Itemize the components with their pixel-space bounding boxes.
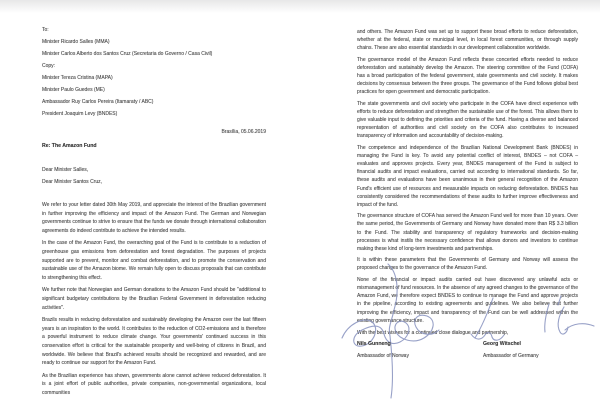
- subject-line: Re: The Amazon Fund: [42, 143, 97, 149]
- recipient-line: Copy:: [42, 63, 56, 69]
- body-paragraph: The governance model of the Amazon Fund reflects these concerted efforts needed to reduce deforestation and sustainably develop the Amazon. The steering committee of the Fund (COFA) has a broad participation of the federal government, state governments and civil society. It makes decisions by consensus between the three groups. The governance of the Fund follows global best practices for open government and democratic participation.: [357, 56, 578, 96]
- recipient-line: Ambassador Ruy Carlos Pereira (Itamaraty / ABC): [42, 99, 154, 105]
- dateline: Brasília, 05.06.2019: [221, 129, 266, 135]
- recipient-line: To:: [42, 27, 49, 33]
- signatory-title: Ambassador of Germany: [483, 353, 539, 359]
- signatory-norway: [357, 341, 409, 359]
- recipient-line: President Joaquim Levy (BNDES): [42, 111, 118, 117]
- body-paragraph: It is within these parameters that the Governments of Germany and Norway will assess the proposed changes to the governance of the Amazon Fund.: [357, 257, 578, 272]
- left-page: [42, 27, 266, 400]
- signatory-germany: [483, 341, 539, 359]
- recipient-line: Minister Ricardo Salles (MMA): [42, 39, 110, 45]
- scan-edge-shadow: [0, 0, 600, 13]
- salutation-line: Dear Minister Salles,: [42, 167, 89, 173]
- salutation-line: Dear Minister Santos Cruz,: [42, 179, 103, 185]
- body-paragraph: In the case of the Amazon Fund, the overarching goal of the Fund is to contribute to a reduction of greenhouse gas emissions from deforestation and forest degradation. The purposes of projects supported are to prevent, monitor and combat deforestation, and to promote the conservation and sustainable use of the Amazon biome. We remain fully open to discuss proposals that can contribute to strengthening this effect.: [42, 240, 266, 281]
- body-paragraph: The governance structure of COFA has served the Amazon Fund well for more than 10 years. Over the same period, the Governments of Germany and Norway have donated more than R$ 3.3 billion to the Fund. The stability and transparency of regulatory frameworks and decision-making processes is what instils the necessary confidence that allows donors and investors to continue making these kind of long-term investments and partnerships.: [357, 213, 578, 253]
- body-paragraph: Brazils results in reducing deforestation and sustainably developing the Amazon over the last fifteen years is an inspiration to the world. It contributes to the reduction of CO2-emissions and is therefore a powerful instrument to reduce climate change. Your governments' continued success in this conservation effort is critical for the sustainable prosperity and well-being of citizens in Brazil, and worldwide. We believe that Brazil's achieved results should be recognized and rewarded, and are ready to continue our support for the Amazon Fund.: [42, 317, 266, 367]
- body-paragraph: None of the financial or impact audits carried out have discovered any unlawful acts or mismanagement of fund resources. In the absence of any agreed changes to the governance of the Amazon Fund, we therefore expect BNDES to continue to manage the Fund and approve projects in the pipeline, according to existing agreements and guidelines. We also believe that further improving the efficiency, impact and transparency of the Fund can be well addressed within the existing governance structure.: [357, 276, 578, 324]
- recipient-line: Minister Paulo Guedes (ME): [42, 87, 105, 93]
- recipient-line: Minister Tereza Cristina (MAPA): [42, 75, 113, 81]
- closing-line: With the best wishes for a continued close dialogue and partnership,: [357, 329, 509, 336]
- body-paragraph: and others. The Amazon Fund was set up to support these broad efforts to reduce deforestation, whether at the federal, state or municipal level, in local forest communities, or through supply chains. These are also essential standards in our development collaboration worldwide.: [357, 29, 578, 52]
- signatory-title: Ambassador of Norway: [357, 353, 409, 359]
- body-paragraph: We further note that Norwegian and German donations to the Amazon Fund should be "additional to significant budgetary contributions by the Brazilian Federal Government in deforestation reducing activities".: [42, 287, 266, 311]
- recipient-line: Minister Carlos Alberto dos Santos Cruz (Secretaria do Governo / Casa Civil): [42, 51, 213, 57]
- body-paragraph: We refer to your letter dated 30th May 2019, and appreciate the interest of the Brazilian government in further improving the efficiency and impact of the Amazon Fund. The German and Norwegian governments continue to strive to ensure that the funds we donate through international collaboration agreements do indeed contribute to achieve the intended results.: [42, 202, 266, 234]
- body-paragraph: The competence and independence of the Brazilian National Development Bank (BNDES) in managing the Fund is key. To avoid any potential conflict of interest, BNDES – not COFA – evaluates and approves projects. Every year, BNDES management of the Fund is subject to financial audits and impact evaluations, carried out according to international standards. So far, these audits and evaluations have been unanimous in their general recognition of the Amazon Fund's efficient use of resources and measurable impacts on reducing deforestation. BNDES has consistently considered the recommendations of these audits to further improve effectiveness and impact of the fund.: [357, 144, 578, 209]
- signatory-name: Georg Witschel: [483, 341, 522, 347]
- signatory-name: Nils Gunneng: [357, 341, 391, 347]
- body-paragraph: As the Brazilian experience has shown, governments alone cannot achieve reduced deforestation. It is a joint effort of public authorities, private companies, non-governmental organizations, local communities: [42, 372, 266, 396]
- right-page: [357, 28, 578, 340]
- body-paragraph: The state governments and civil society who participate in the COFA have direct experience with efforts to reduce deforestation and strengthen the sustainable use of the forest. This allows them to give valuable input to defining the priorities and criteria of the fund. Having a diverse and balanced representation of authorities and civil society on the COFA also contributes to increased transparency of information and accountability of decision-making.: [357, 100, 578, 140]
